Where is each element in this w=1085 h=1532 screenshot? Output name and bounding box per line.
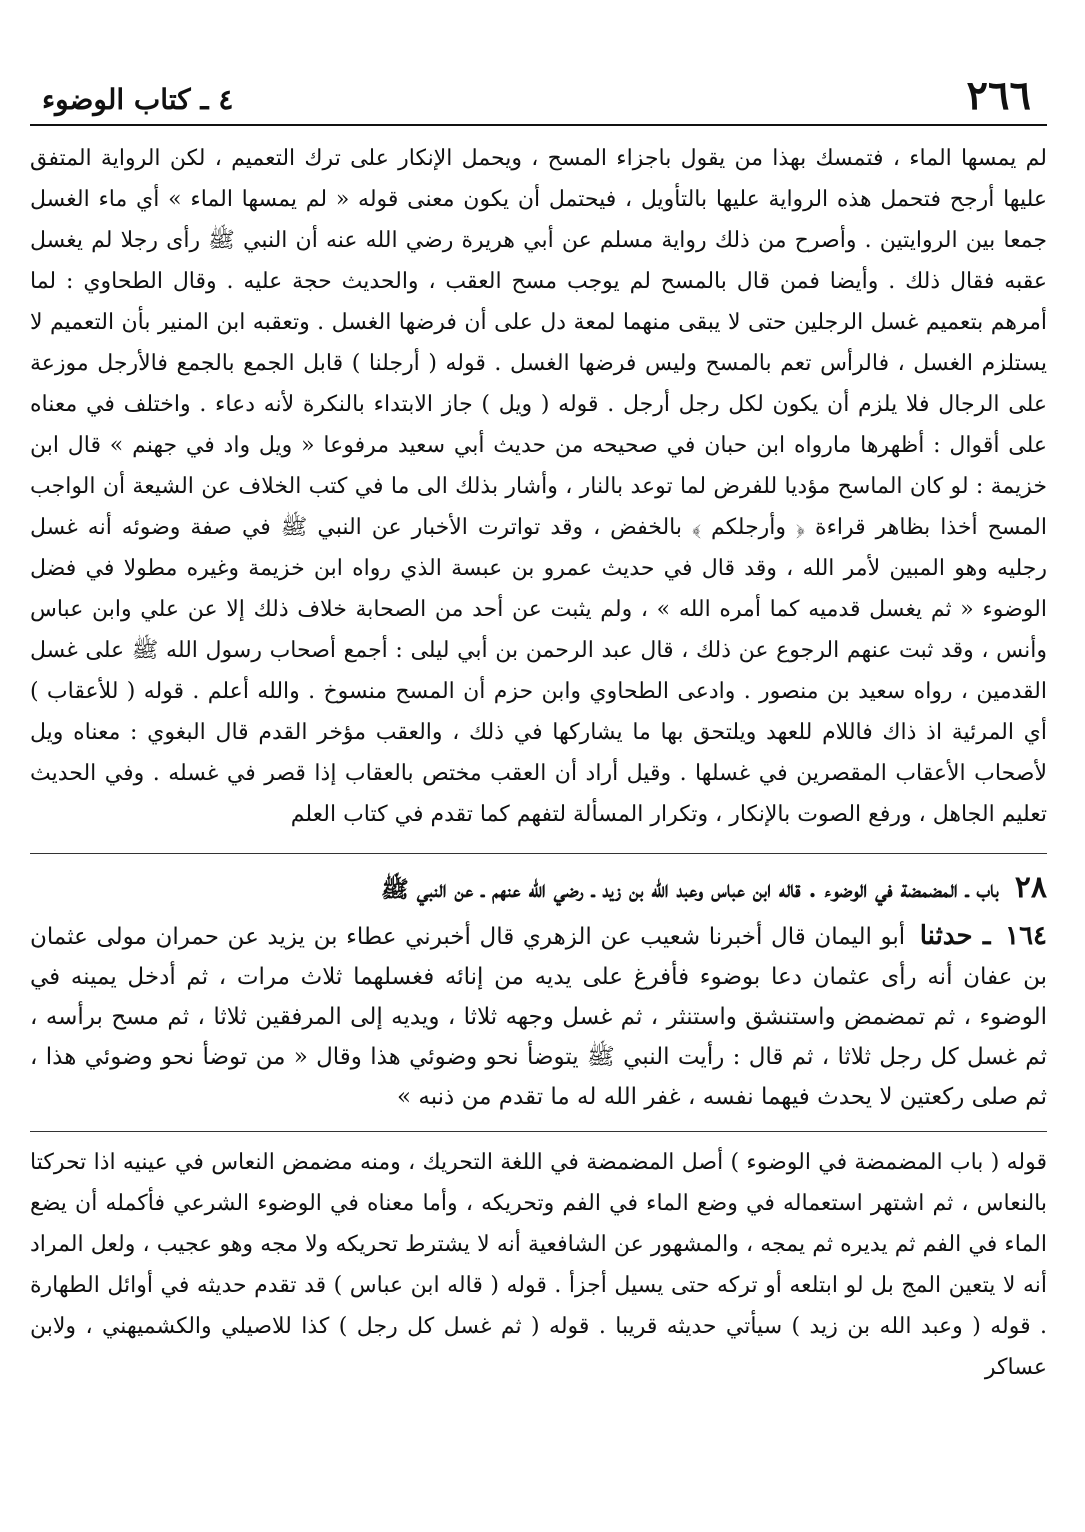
hadith-lead: ـ حدثنا xyxy=(919,921,991,951)
chapter-heading xyxy=(30,853,1047,910)
section-divider xyxy=(30,1131,1047,1132)
running-title: ٤ ـ كتاب الوضوء xyxy=(42,83,234,116)
chapter-number: ٢٨ xyxy=(1014,870,1047,905)
chapter-label: باب xyxy=(976,876,999,903)
page-header xyxy=(30,0,1047,126)
commentary-section xyxy=(30,138,1047,835)
commentary-paragraph: لم يمسها الماء ، فتمسك بهذا من يقول باجزاء المسح ، ويحمل الإنكار على ترك التعميم ، لكن الرواية المتفق عليها أرجح فتحمل هذه الرواية عليها بالتأويل ، فيحتمل أن يكون معنى قوله « لم يمسها الماء » أي ماء الغسل جمعا بين الروايتين . وأصرح من ذلك رواية مسلم عن أبي هريرة رضي الله عنه أن النبي ﷺ رأى رجلا لم يغسل عقبه فقال ذلك . وأيضا فمن قال بالمسح لم يوجب مسح العقب ، والحديث حجة عليه . وقال الطحاوي : لما أمرهم بتعميم غسل الرجلين حتى لا يبقى منهما لمعة دل على أن فرضها الغسل . وتعقبه ابن المنير بأن التعميم لا يستلزم الغسل ، فالرأس تعم بالمسح وليس فرضها الغسل . قوله ( أرجلنا ) قابل الجمع بالجمع فالأرجل موزعة على الرجال فلا يلزم أن يكون لكل رجل أرجل . قوله ( ويل ) جاز الابتداء بالنكرة لأنه دعاء . واختلف في معناه على أقوال : أظهرها مارواه ابن حبان في صحيحه من حديث أبي سعيد مرفوعا « ويل واد في جهنم » قال ابن خزيمة : لو كان الماسح مؤديا للفرض لما توعد بالنار ، وأشار بذلك الى ما في كتب الخلاف عن الشيعة أن الواجب المسح أخذا بظاهر قراءة ﴿ وأرجلكم ﴾ بالخفض ، وقد تواترت الأخبار عن النبي ﷺ في صفة وضوئه أنه غسل رجليه وهو المبين لأمر الله ، وقد قال في حديث عمرو بن عبسة الذي رواه ابن خزيمة وغيره مطولا في فضل الوضوء « ثم يغسل قدميه كما أمره الله » ، ولم يثبت عن أحد من الصحابة خلاف ذلك إلا عن علي وابن عباس وأنس ، وقد ثبت عنهم الرجوع عن ذلك ، قال عبد الرحمن بن أبي ليلى : أجمع أصحاب رسول الله ﷺ على غسل القدمين ، رواه سعيد بن منصور . وادعى الطحاوي وابن حزم أن المسح منسوخ . والله أعلم . قوله ( للأعقاب ) أي المرئية اذ ذاك فاللام للعهد ويلتحق بها ما يشاركها في ذلك ، والعقب مؤخر القدم قال البغوي : معناه ويل لأصحاب الأعقاب المقصرين في غسلها . وقيل أراد أن العقب مختص بالعقاب إذا قصر في غسله . وفي الحديث تعليم الجاهل ، ورفع الصوت بالإنكار ، وتكرار المسألة لتفهم كما تقدم في كتاب العلم xyxy=(30,146,1048,827)
hadith-text xyxy=(30,916,1047,1117)
commentary-paragraph: قوله ( باب المضمضة في الوضوء ) أصل المضمضة في اللغة التحريك ، ومنه مضمض النعاس في عينيه اذا تحركتا بالنعاس ، ثم اشتهر استعماله في وضع الماء في الفم وتحريكه ، وأما معناه في الوضوء الشرعي فأكمله أن يضع الماء في الفم ثم يديره ثم يمجه ، والمشهور عن الشافعية أنه لا يشترط تحريكه ولا مجه وهو عجيب ، ولعل المراد أنه لا يتعين المج بل لو ابتلعه أو تركه حتى يسيل أجزأ . قوله ( قاله ابن عباس ) قد تقدم حديثه في أوائل الطهارة . قوله ( وعبد الله بن زيد ) سيأتي حديثه قريبا . قوله ( ثم غسل كل رجل ) كذا للاصيلي والكشميهني ، ولابن عساكر xyxy=(30,1150,1047,1380)
hadith-number: ١٦٤ xyxy=(1005,921,1048,951)
hadith-body: أبو اليمان قال أخبرنا شعيب عن الزهري قال أخبرني عطاء بن يزيد عن حمران مولى عثمان بن عفان أنه رأى عثمان دعا بوضوء فأفرغ على يديه من إنائه فغسلهما ثلاث مرات ، ثم أدخل يمينه في الوضوء ، ثم تمضمض واستنشق واستنثر ، ثم غسل وجهه ثلاثا ، ويديه إلى المرفقين ثلاثا ، ثم مسح برأسه ، ثم غسل كل رجل ثلاثا ، ثم قال : رأيت النبي ﷺ يتوضأ نحو وضوئي هذا وقال « من توضأ نحو وضوئي هذا ، ثم صلى ركعتين لا يحدث فيهما نفسه ، غفر الله له ما تقدم من ذنبه » xyxy=(30,924,1047,1110)
page-number: ٢٦٦ xyxy=(966,72,1031,119)
chapter-title: ـ المضمضة في الوضوء . قاله ابن عباس وعبد الله بن زيد ـ رضي الله عنهم ـ عن النبي ﷺ xyxy=(381,876,969,903)
commentary-section-2 xyxy=(30,1142,1047,1388)
